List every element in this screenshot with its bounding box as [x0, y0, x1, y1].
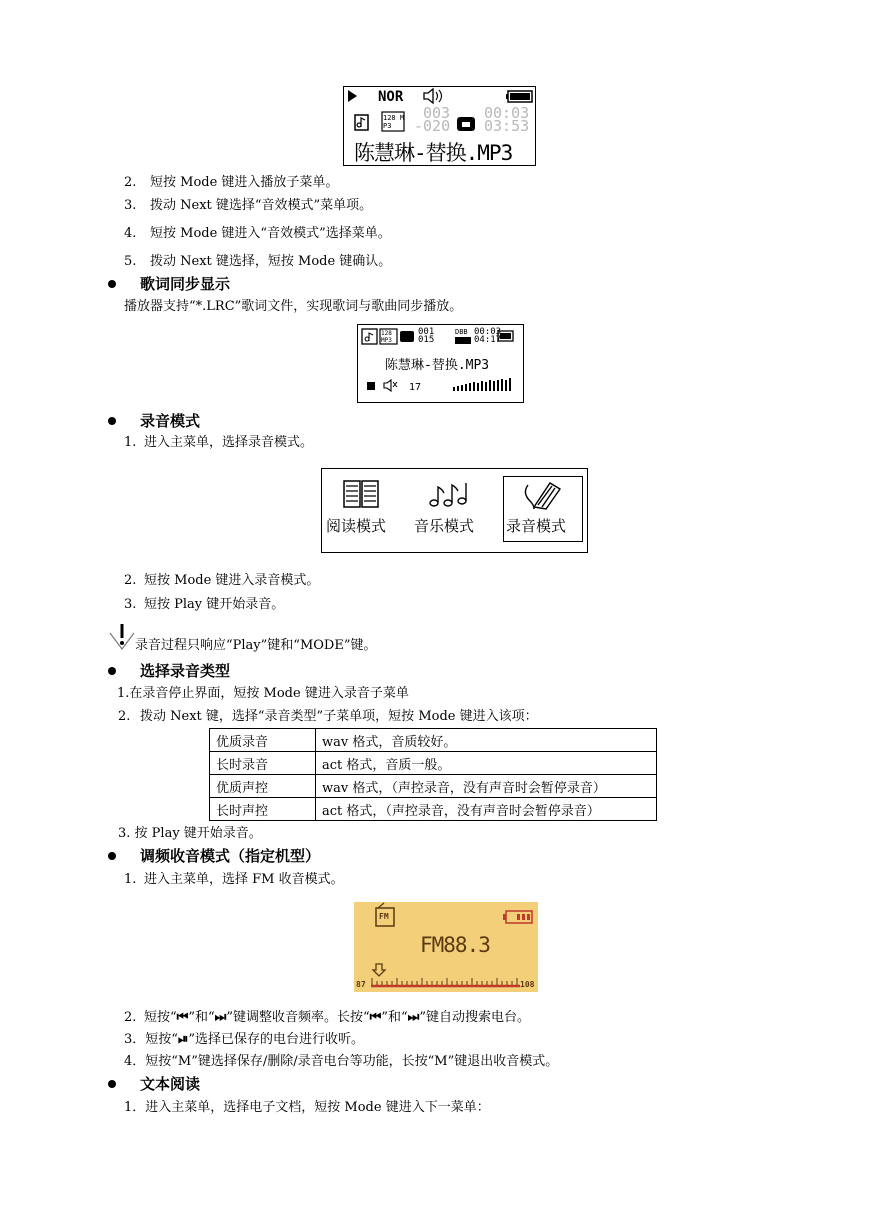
- player-lcd-screen: [343, 86, 536, 166]
- step-item: 4. 短按 Mode 键进入“音效模式”选择菜单。: [124, 226, 391, 241]
- microphone-icon: [520, 479, 564, 511]
- eq-label: DBB: [455, 328, 468, 336]
- volume-value: 17: [409, 382, 422, 393]
- step-item: 4．短按“M”键选择保存/删除/录音电台等功能，长按“M”键退出收音模式。: [124, 1054, 559, 1069]
- stop-icon: [367, 382, 375, 390]
- time-elapsed: 00:03: [474, 327, 502, 337]
- step-item: 3．短按“⏯”选择已保存的电台进行收听。: [124, 1032, 364, 1047]
- table-row: [210, 752, 657, 775]
- bullet-icon: [108, 667, 116, 675]
- time-total: 03:53: [484, 117, 530, 135]
- table-row: [210, 729, 657, 752]
- main-menu-screen: [321, 468, 588, 553]
- volume-bars-icon: [453, 378, 511, 391]
- time-total: 04:17: [474, 335, 502, 345]
- step-item: 1. 进入主菜单，选择录音模式。: [124, 435, 314, 450]
- track-current: 001: [418, 327, 435, 337]
- section-heading-record: 录音模式: [140, 412, 201, 430]
- step-item: 3. 按 Play 键开始录音。: [118, 826, 262, 841]
- prev-track-icon: ⏮: [176, 1010, 189, 1025]
- next-track-icon: ⏭: [214, 1010, 227, 1025]
- book-icon: [342, 479, 382, 509]
- scale-max-label: 108: [520, 980, 535, 989]
- step-item: 3. 短按 Play 键开始录音。: [124, 597, 285, 612]
- scale-min-label: 87: [356, 980, 366, 989]
- volume-icon: [424, 89, 433, 103]
- fm-frequency: FM88.3: [420, 933, 490, 957]
- section-heading-fm: 调频收音模式（指定机型）: [140, 847, 321, 865]
- next-track-icon: ⏭: [407, 1010, 420, 1025]
- step-item: 1．进入主菜单，选择电子文档，短按 Mode 键进入下一菜单：: [124, 1100, 490, 1115]
- section-heading-record-type: 选择录音类型: [140, 662, 231, 680]
- phone-icon: [400, 331, 414, 342]
- table-cell: wav 格式，（声控录音，没有声音时会暂停录音）: [316, 775, 657, 798]
- menu-item-reading[interactable]: 阅读模式: [326, 477, 398, 541]
- song-title: 陈慧琳-替换.MP3: [385, 358, 490, 373]
- step-item: 5. 拨动 Next 键选择，短按 Mode 键确认。: [124, 254, 392, 269]
- fm-icon-label: FM: [379, 912, 389, 921]
- menu-item-record-selected[interactable]: 录音模式: [503, 476, 583, 542]
- record-note: 录音过程只响应“Play”键和“MODE”键。: [135, 638, 377, 653]
- play-pause-icon: ⏯: [177, 1032, 189, 1047]
- volume-icon: [384, 380, 391, 391]
- table-cell: 优质录音: [210, 729, 316, 752]
- menu-item-music[interactable]: 音乐模式: [414, 477, 486, 541]
- step-item: 2. 短按“⏮”和“⏭”键调整收音频率。长按“⏮”和“⏭”键自动搜索电台。: [124, 1010, 531, 1025]
- bullet-icon: [108, 280, 116, 288]
- table-row: [210, 798, 657, 821]
- record-type-table: [209, 728, 657, 821]
- music-notes-icon: [428, 481, 472, 509]
- step-item: 1. 进入主菜单，选择 FM 收音模式。: [124, 872, 344, 887]
- track-total: 015: [418, 335, 435, 345]
- lyrics-lcd-screen: [357, 324, 524, 403]
- bitrate-label: 128 MP3: [383, 114, 405, 130]
- step-item: 2. 拨动 Next 键，选择“录音类型”子菜单项，短按 Mode 键进入该项：: [118, 709, 538, 724]
- track-current: 003: [423, 104, 451, 122]
- step-item: 2. 短按 Mode 键进入播放子菜单。: [124, 175, 339, 190]
- bitrate-label: 128 MP3: [381, 330, 392, 344]
- table-row: [210, 775, 657, 798]
- song-title: 陈慧琳-替换.MP3: [354, 141, 513, 165]
- prev-track-icon: ⏮: [369, 1010, 382, 1025]
- play-icon: [348, 90, 357, 102]
- step-item: 3. 拨动 Next 键选择“音效模式”菜单项。: [124, 198, 373, 213]
- warning-icon: [107, 621, 137, 651]
- table-cell: 长时声控: [210, 798, 316, 821]
- bullet-icon: [108, 417, 116, 425]
- table-cell: 长时录音: [210, 752, 316, 775]
- bullet-icon: [108, 1080, 116, 1088]
- section-heading-text-reading: 文本阅读: [140, 1075, 201, 1093]
- play-mode-label: NOR: [378, 89, 404, 105]
- lyrics-description: 播放器支持“*.LRC”歌词文件，实现歌词与歌曲同步播放。: [124, 299, 463, 314]
- table-cell: wav 格式，音质较好。: [316, 729, 657, 752]
- step-item: 1.在录音停止界面，短按 Mode 键进入录音子菜单: [117, 686, 409, 701]
- time-elapsed: 00:03: [484, 104, 530, 122]
- bullet-icon: [108, 852, 116, 860]
- table-cell: act 格式，音质一般。: [316, 752, 657, 775]
- track-total: -020: [414, 117, 451, 135]
- step-item: 2. 短按 Mode 键进入录音模式。: [124, 573, 320, 588]
- table-cell: 优质声控: [210, 775, 316, 798]
- table-cell: act 格式，（声控录音，没有声音时会暂停录音）: [316, 798, 657, 821]
- fm-lcd-screen: [354, 902, 538, 992]
- section-heading-lyrics: 歌词同步显示: [140, 275, 231, 293]
- down-arrow-icon: [373, 964, 385, 976]
